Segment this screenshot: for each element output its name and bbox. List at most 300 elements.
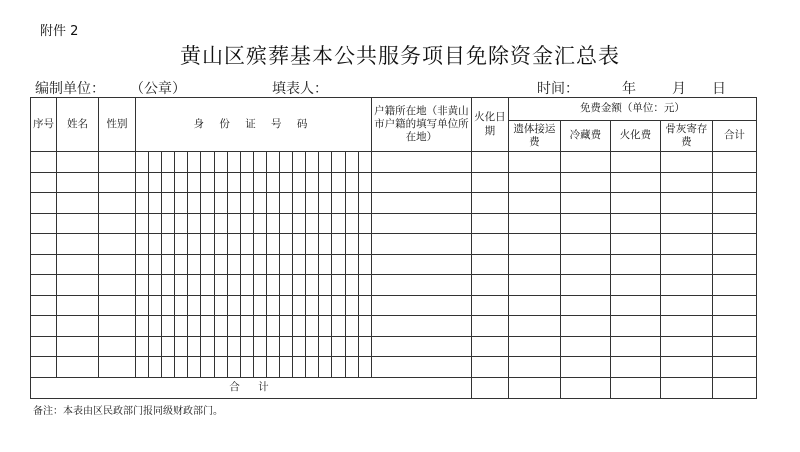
table-cell — [471, 193, 508, 214]
id-digit-cell — [332, 275, 345, 296]
id-digit-cell — [149, 234, 162, 255]
id-digit-cell — [175, 357, 188, 378]
id-digit-cell — [345, 193, 358, 214]
id-digit-cell — [358, 357, 371, 378]
time-label: 时间： — [537, 81, 579, 97]
table-cell — [371, 336, 471, 357]
id-digit-cell — [345, 172, 358, 193]
table-cell — [560, 275, 610, 296]
table-row — [31, 275, 757, 296]
id-digit-cell — [253, 357, 266, 378]
table-cell — [560, 234, 610, 255]
id-digit-cell — [319, 336, 332, 357]
id-digit-cell — [188, 213, 201, 234]
table-cell — [712, 152, 756, 173]
header-gender: 性别 — [99, 98, 136, 152]
id-digit-cell — [227, 316, 240, 337]
id-digit-cell — [293, 316, 306, 337]
id-digit-cell — [332, 316, 345, 337]
table-cell — [660, 254, 712, 275]
id-digit-cell — [319, 316, 332, 337]
total-row — [31, 377, 757, 398]
id-digit-cell — [293, 152, 306, 173]
id-digit-cell — [136, 357, 149, 378]
id-digit-cell — [345, 234, 358, 255]
id-digit-cell — [149, 213, 162, 234]
table-cell — [712, 234, 756, 255]
table-cell — [560, 336, 610, 357]
table-cell — [471, 254, 508, 275]
table-cell — [660, 213, 712, 234]
id-digit-cell — [201, 275, 214, 296]
id-digit-cell — [201, 172, 214, 193]
id-digit-cell — [293, 172, 306, 193]
id-digit-cell — [332, 152, 345, 173]
id-digit-cell — [149, 172, 162, 193]
id-digit-cell — [188, 193, 201, 214]
id-digit-cell — [280, 172, 293, 193]
id-digit-cell — [136, 336, 149, 357]
id-digit-cell — [293, 254, 306, 275]
table-cell — [99, 316, 136, 337]
month-label: 月 — [672, 81, 686, 97]
table-cell — [471, 336, 508, 357]
table-cell — [508, 254, 560, 275]
table-cell — [371, 254, 471, 275]
table-cell — [99, 254, 136, 275]
id-digit-cell — [227, 234, 240, 255]
id-digit-cell — [227, 193, 240, 214]
table-cell — [371, 193, 471, 214]
filler-label: 填表人： — [272, 81, 328, 97]
id-digit-cell — [280, 193, 293, 214]
id-digit-cell — [358, 193, 371, 214]
table-cell — [508, 213, 560, 234]
id-digit-cell — [306, 357, 319, 378]
table-cell — [31, 295, 57, 316]
total-label: 合 计 — [31, 377, 472, 398]
id-digit-cell — [175, 172, 188, 193]
id-digit-cell — [214, 295, 227, 316]
id-digit-cell — [188, 316, 201, 337]
id-digit-cell — [162, 316, 175, 337]
table-cell — [57, 275, 99, 296]
id-digit-cell — [162, 275, 175, 296]
id-digit-cell — [319, 357, 332, 378]
id-digit-cell — [227, 295, 240, 316]
id-digit-cell — [358, 213, 371, 234]
id-digit-cell — [201, 193, 214, 214]
id-digit-cell — [201, 336, 214, 357]
table-cell — [610, 193, 660, 214]
attachment-label: 附件 2 — [40, 24, 79, 39]
id-digit-cell — [149, 193, 162, 214]
id-digit-cell — [266, 193, 279, 214]
id-digit-cell — [175, 275, 188, 296]
id-digit-cell — [319, 193, 332, 214]
table-cell — [712, 336, 756, 357]
table-cell — [471, 357, 508, 378]
id-digit-cell — [214, 275, 227, 296]
id-digit-cell — [345, 213, 358, 234]
header-subtotal: 合计 — [712, 121, 756, 152]
table-cell — [31, 357, 57, 378]
table-cell — [57, 254, 99, 275]
table-cell — [371, 275, 471, 296]
id-digit-cell — [175, 254, 188, 275]
id-digit-cell — [136, 213, 149, 234]
table-cell — [712, 316, 756, 337]
header-exempt-amount: 免费金额（单位：元） — [508, 98, 756, 121]
header-id-number: 身 份 证 号 码 — [136, 98, 372, 152]
id-digit-cell — [293, 213, 306, 234]
id-digit-cell — [319, 254, 332, 275]
id-digit-cell — [266, 357, 279, 378]
header-name: 姓名 — [57, 98, 99, 152]
table-cell — [99, 234, 136, 255]
id-digit-cell — [162, 357, 175, 378]
id-digit-cell — [345, 254, 358, 275]
table-cell — [610, 336, 660, 357]
table-cell — [31, 234, 57, 255]
table-cell — [660, 295, 712, 316]
id-digit-cell — [201, 316, 214, 337]
id-digit-cell — [280, 357, 293, 378]
id-digit-cell — [162, 295, 175, 316]
table-cell — [57, 172, 99, 193]
table-row — [31, 254, 757, 275]
id-digit-cell — [188, 234, 201, 255]
id-digit-cell — [358, 316, 371, 337]
id-digit-cell — [240, 193, 253, 214]
id-digit-cell — [345, 295, 358, 316]
table-cell — [99, 336, 136, 357]
table-cell — [610, 172, 660, 193]
id-digit-cell — [280, 152, 293, 173]
id-digit-cell — [280, 316, 293, 337]
id-digit-cell — [306, 275, 319, 296]
table-cell — [31, 193, 57, 214]
id-digit-cell — [227, 213, 240, 234]
id-digit-cell — [162, 152, 175, 173]
table-cell — [99, 357, 136, 378]
table-cell — [610, 234, 660, 255]
seal-label: （公章） — [130, 81, 186, 97]
table-cell — [31, 275, 57, 296]
table-cell — [508, 316, 560, 337]
id-digit-cell — [214, 254, 227, 275]
table-cell — [660, 336, 712, 357]
table-cell — [371, 152, 471, 173]
id-digit-cell — [332, 193, 345, 214]
id-digit-cell — [306, 213, 319, 234]
id-digit-cell — [175, 316, 188, 337]
id-digit-cell — [253, 275, 266, 296]
id-digit-cell — [253, 213, 266, 234]
id-digit-cell — [293, 336, 306, 357]
id-digit-cell — [332, 234, 345, 255]
id-digit-cell — [136, 172, 149, 193]
id-digit-cell — [332, 336, 345, 357]
table-cell — [99, 275, 136, 296]
id-digit-cell — [319, 213, 332, 234]
id-digit-cell — [332, 254, 345, 275]
table-cell — [57, 234, 99, 255]
id-digit-cell — [345, 152, 358, 173]
total-cell — [660, 377, 712, 398]
id-digit-cell — [162, 254, 175, 275]
id-digit-cell — [162, 172, 175, 193]
id-digit-cell — [214, 193, 227, 214]
table-cell — [471, 152, 508, 173]
id-digit-cell — [149, 357, 162, 378]
id-digit-cell — [227, 275, 240, 296]
table-cell — [712, 172, 756, 193]
table-row — [31, 213, 757, 234]
table-cell — [57, 336, 99, 357]
table-row — [31, 295, 757, 316]
id-digit-cell — [136, 316, 149, 337]
table-row — [31, 316, 757, 337]
table-row — [31, 172, 757, 193]
table-cell — [508, 152, 560, 173]
total-cell — [610, 377, 660, 398]
id-digit-cell — [240, 357, 253, 378]
table-cell — [508, 234, 560, 255]
id-digit-cell — [266, 336, 279, 357]
table-cell — [610, 275, 660, 296]
id-digit-cell — [214, 172, 227, 193]
id-digit-cell — [280, 295, 293, 316]
id-digit-cell — [188, 254, 201, 275]
table-cell — [660, 275, 712, 296]
id-digit-cell — [149, 275, 162, 296]
id-digit-cell — [214, 357, 227, 378]
id-digit-cell — [240, 295, 253, 316]
id-digit-cell — [201, 234, 214, 255]
total-cell — [560, 377, 610, 398]
table-cell — [508, 193, 560, 214]
id-digit-cell — [136, 254, 149, 275]
table-row — [31, 336, 757, 357]
id-digit-cell — [149, 316, 162, 337]
table-cell — [560, 254, 610, 275]
id-digit-cell — [149, 336, 162, 357]
table-row — [31, 152, 757, 173]
table-cell — [471, 295, 508, 316]
table-cell — [471, 316, 508, 337]
table-cell — [371, 213, 471, 234]
id-digit-cell — [280, 336, 293, 357]
id-digit-cell — [266, 254, 279, 275]
table-cell — [508, 295, 560, 316]
table-cell — [471, 172, 508, 193]
table-cell — [560, 316, 610, 337]
id-digit-cell — [188, 357, 201, 378]
id-digit-cell — [136, 152, 149, 173]
id-digit-cell — [240, 336, 253, 357]
id-digit-cell — [358, 152, 371, 173]
id-digit-cell — [214, 316, 227, 337]
id-digit-cell — [332, 172, 345, 193]
table-cell — [99, 193, 136, 214]
id-digit-cell — [358, 172, 371, 193]
id-digit-cell — [253, 254, 266, 275]
id-digit-cell — [358, 336, 371, 357]
id-digit-cell — [306, 316, 319, 337]
id-digit-cell — [227, 254, 240, 275]
id-digit-cell — [358, 234, 371, 255]
table-cell — [31, 254, 57, 275]
id-digit-cell — [149, 254, 162, 275]
table-cell — [712, 275, 756, 296]
id-digit-cell — [306, 152, 319, 173]
id-digit-cell — [201, 213, 214, 234]
total-cell — [508, 377, 560, 398]
table-cell — [660, 234, 712, 255]
id-digit-cell — [253, 152, 266, 173]
id-digit-cell — [319, 275, 332, 296]
year-label: 年 — [622, 81, 636, 97]
id-digit-cell — [175, 213, 188, 234]
header-ash-storage-fee: 骨灰寄存费 — [660, 121, 712, 152]
table-cell — [712, 213, 756, 234]
total-cell — [471, 377, 508, 398]
id-digit-cell — [306, 254, 319, 275]
id-digit-cell — [358, 275, 371, 296]
id-digit-cell — [227, 172, 240, 193]
id-digit-cell — [266, 213, 279, 234]
table-cell — [712, 254, 756, 275]
table-cell — [57, 193, 99, 214]
id-digit-cell — [201, 295, 214, 316]
table-cell — [99, 152, 136, 173]
table-cell — [660, 172, 712, 193]
table-cell — [560, 172, 610, 193]
id-digit-cell — [227, 357, 240, 378]
id-digit-cell — [201, 152, 214, 173]
id-digit-cell — [319, 234, 332, 255]
id-digit-cell — [332, 213, 345, 234]
id-digit-cell — [332, 357, 345, 378]
id-digit-cell — [266, 234, 279, 255]
id-digit-cell — [293, 234, 306, 255]
table-cell — [57, 152, 99, 173]
id-digit-cell — [162, 193, 175, 214]
total-cell — [712, 377, 756, 398]
table-cell — [99, 295, 136, 316]
id-digit-cell — [253, 295, 266, 316]
id-digit-cell — [188, 336, 201, 357]
id-digit-cell — [332, 295, 345, 316]
id-digit-cell — [149, 152, 162, 173]
table-cell — [712, 357, 756, 378]
table-cell — [31, 152, 57, 173]
id-digit-cell — [240, 254, 253, 275]
id-digit-cell — [175, 193, 188, 214]
table-cell — [660, 152, 712, 173]
table-cell — [610, 254, 660, 275]
table-cell — [371, 316, 471, 337]
table-cell — [660, 357, 712, 378]
id-digit-cell — [358, 254, 371, 275]
table-row — [31, 234, 757, 255]
id-digit-cell — [162, 336, 175, 357]
id-digit-cell — [266, 275, 279, 296]
id-digit-cell — [266, 172, 279, 193]
page-title: 黄山区殡葬基本公共服务项目免除资金汇总表 — [180, 44, 620, 68]
id-digit-cell — [280, 213, 293, 234]
id-digit-cell — [201, 254, 214, 275]
table-cell — [560, 152, 610, 173]
id-digit-cell — [253, 234, 266, 255]
id-digit-cell — [293, 357, 306, 378]
table-cell — [371, 172, 471, 193]
id-digit-cell — [280, 254, 293, 275]
table-cell — [57, 213, 99, 234]
table-cell — [560, 213, 610, 234]
id-digit-cell — [240, 316, 253, 337]
table-cell — [660, 193, 712, 214]
table-cell — [610, 357, 660, 378]
id-digit-cell — [306, 193, 319, 214]
id-digit-cell — [293, 295, 306, 316]
table-cell — [610, 295, 660, 316]
table-cell — [471, 213, 508, 234]
id-digit-cell — [175, 234, 188, 255]
header-seq: 序号 — [31, 98, 57, 152]
table-cell — [99, 172, 136, 193]
id-digit-cell — [253, 193, 266, 214]
id-digit-cell — [227, 336, 240, 357]
id-digit-cell — [293, 193, 306, 214]
id-digit-cell — [240, 234, 253, 255]
table-cell — [57, 295, 99, 316]
id-digit-cell — [306, 295, 319, 316]
table-cell — [31, 336, 57, 357]
table-row — [31, 193, 757, 214]
table-cell — [560, 295, 610, 316]
header-cremation-fee: 火化费 — [610, 121, 660, 152]
id-digit-cell — [319, 172, 332, 193]
table-cell — [57, 316, 99, 337]
id-digit-cell — [253, 316, 266, 337]
id-digit-cell — [253, 172, 266, 193]
id-digit-cell — [162, 213, 175, 234]
table-cell — [31, 213, 57, 234]
table-cell — [99, 213, 136, 234]
table-cell — [610, 213, 660, 234]
id-digit-cell — [319, 295, 332, 316]
id-digit-cell — [306, 336, 319, 357]
table-cell — [712, 193, 756, 214]
unit-label: 编制单位： — [35, 81, 105, 97]
table-cell — [471, 275, 508, 296]
table-cell — [508, 172, 560, 193]
id-digit-cell — [227, 152, 240, 173]
summary-table — [30, 97, 757, 399]
id-digit-cell — [175, 152, 188, 173]
table-cell — [371, 295, 471, 316]
id-digit-cell — [319, 152, 332, 173]
id-digit-cell — [136, 275, 149, 296]
id-digit-cell — [345, 316, 358, 337]
header-row-1 — [31, 98, 757, 121]
table-cell — [508, 357, 560, 378]
id-digit-cell — [306, 234, 319, 255]
id-digit-cell — [136, 234, 149, 255]
id-digit-cell — [214, 152, 227, 173]
